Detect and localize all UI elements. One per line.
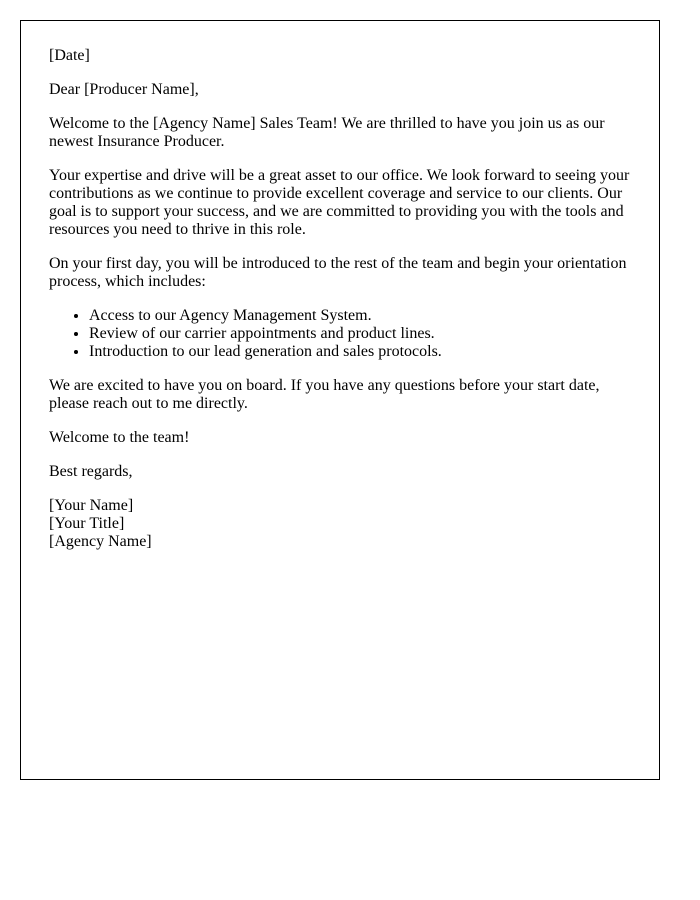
letter-sign-off: Best regards, — [49, 463, 133, 480]
letter-welcome-line: Welcome to the team! — [49, 429, 190, 446]
letter-date: [Date] — [49, 47, 90, 64]
signature-name: [Your Name] — [49, 497, 134, 514]
list-item: • Introduction to our lead generation and sales protocols. — [89, 343, 631, 361]
signature-block — [49, 497, 631, 551]
signature-agency: [Agency Name] — [49, 533, 152, 550]
list-item: • Access to our Agency Management System. — [89, 307, 631, 325]
letter-page — [20, 20, 660, 780]
letter-salutation: Dear [Producer Name], — [49, 81, 199, 98]
signature-title: [Your Title] — [49, 515, 125, 532]
letter-paragraph-closing: We are excited to have you on board. If you have any questions before your start date, please reach out to me directly. — [49, 377, 600, 412]
letter-paragraph-welcome: Welcome to the [Agency Name] Sales Team! We are thrilled to have you join us as our newest Insurance Producer. — [49, 115, 605, 150]
letter-paragraph-first-day: On your first day, you will be introduced to the rest of the team and begin your orientation process, which includes: — [49, 255, 627, 290]
list-item: • Review of our carrier appointments and product lines. — [89, 325, 631, 343]
letter-paragraph-expertise: Your expertise and drive will be a great asset to our office. We look forward to seeing your contributions as we continue to provide excellent coverage and service to our clients. Our goal is to support your success, and we are committed to providing you with the tools and resources you need to thrive in this role. — [49, 167, 630, 238]
orientation-list — [49, 307, 631, 361]
